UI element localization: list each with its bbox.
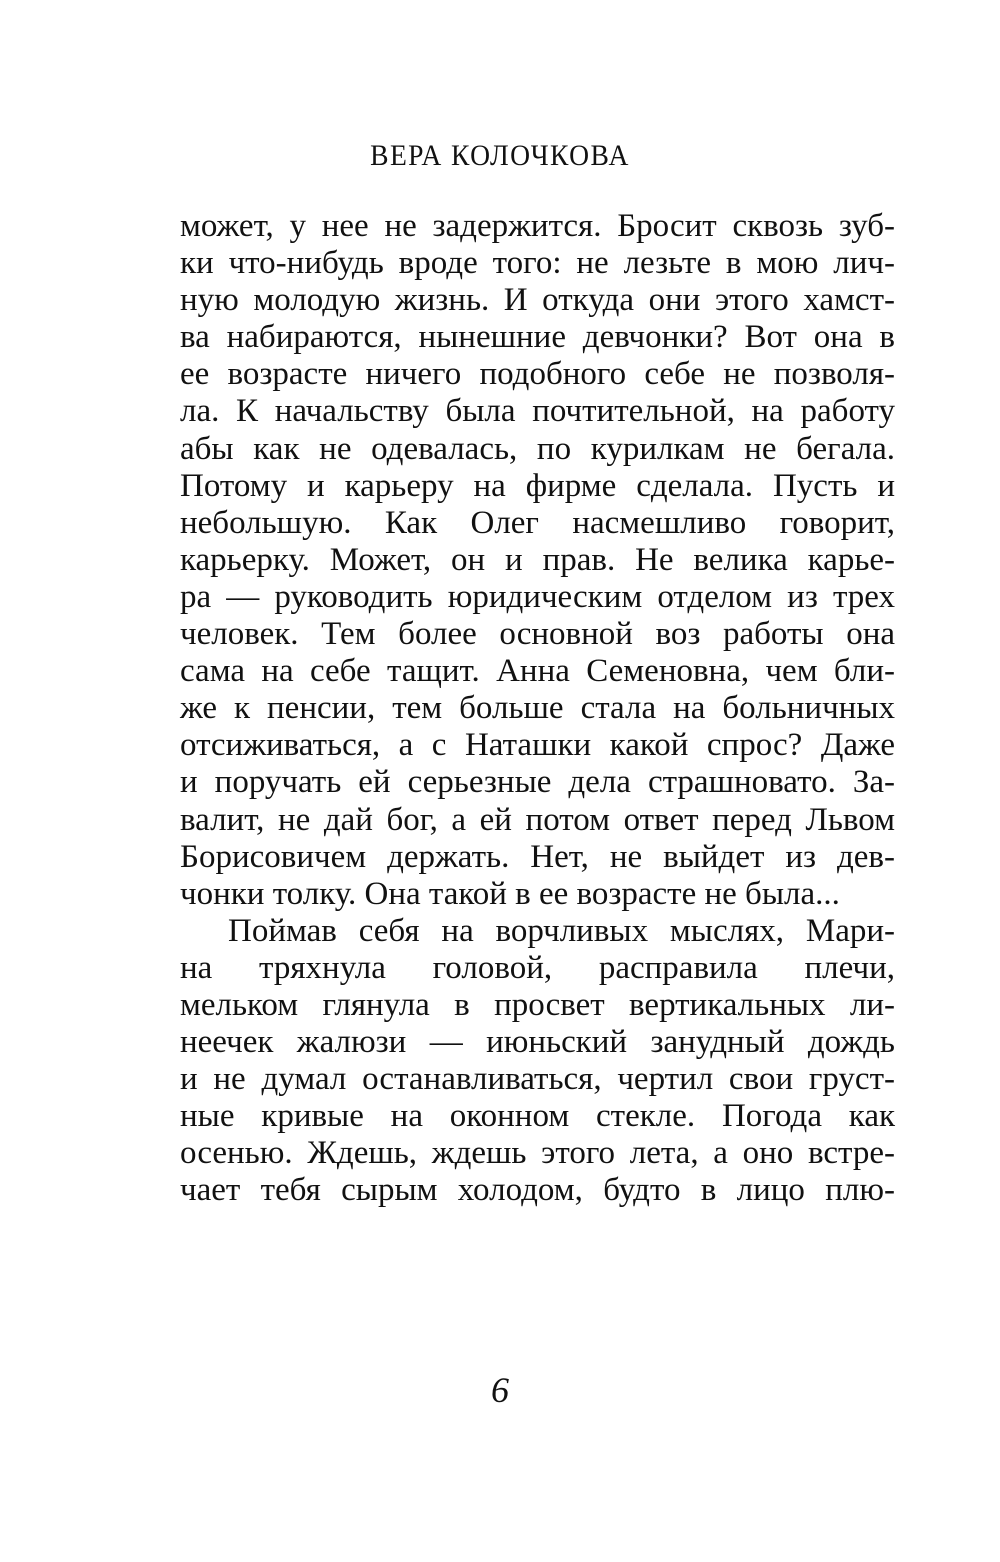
paragraph: [180, 208, 895, 913]
text-line: небольшую. Как Олег насмешливо говорит,: [180, 504, 895, 541]
text-line: абы как не одевалась, по курилкам не бегала.: [180, 430, 895, 467]
text-line: на тряхнула головой, расправила плечи,: [180, 949, 895, 986]
text-line: ла. К начальству была почтительной, на работу: [180, 393, 895, 430]
text-line: ее возрасте ничего подобного себе не позволя-: [180, 356, 895, 393]
text-line: и не думал останавливаться, чертил свои груст-: [180, 1061, 895, 1098]
text-line: ра — руководить юридическим отделом из трех: [180, 578, 895, 615]
text-line: Поймав себя на ворчливых мыслях, Мари-: [228, 912, 895, 949]
text-line: Борисовичем держать. Нет, не выйдет из дев-: [180, 838, 895, 875]
text-line: карьерку. Может, он и прав. Не велика карье-: [180, 541, 895, 578]
text-line: неечек жалюзи — июньский занудный дождь: [180, 1024, 895, 1061]
text-line: чонки толку. Она такой в ее возрасте не была...: [180, 875, 840, 912]
body-text: [180, 208, 895, 1210]
text-line: же к пенсии, тем больше стала на больничных: [180, 690, 895, 727]
text-line: ва набираются, нынешние девчонки? Вот она в: [180, 319, 895, 356]
text-line: может, у нее не задержится. Бросит сквозь зуб-: [180, 208, 895, 244]
running-head-author: ВЕРА КОЛОЧКОВА: [370, 139, 630, 172]
text-line: ки что-нибудь вроде того: не лезьте в мою лич-: [180, 245, 895, 282]
paragraph: [180, 913, 895, 1210]
text-line: отсиживаться, а с Наташки какой спрос? Даже: [180, 727, 895, 764]
text-line: ную молодую жизнь. И откуда они этого хамст-: [180, 282, 895, 319]
text-line: чает тебя сырым холодом, будто в лицо плю-: [180, 1172, 895, 1209]
text-line: осенью. Ждешь, ждешь этого лета, а оно встре-: [180, 1135, 895, 1172]
text-line: ные кривые на оконном стекле. Погода как: [180, 1098, 895, 1135]
text-line: валит, не дай бог, а ей потом ответ перед Львом: [180, 801, 895, 838]
text-line: мельком глянула в просвет вертикальных ли-: [180, 986, 895, 1023]
text-line: сама на себе тащит. Анна Семеновна, чем бли-: [180, 653, 895, 690]
page-number: 6: [491, 1370, 509, 1410]
text-line: и поручать ей серьезные дела страшновато. За-: [180, 764, 895, 801]
text-line: Потому и карьеру на фирме сделала. Пусть и: [180, 467, 895, 504]
text-line: человек. Тем более основной воз работы она: [180, 616, 895, 653]
